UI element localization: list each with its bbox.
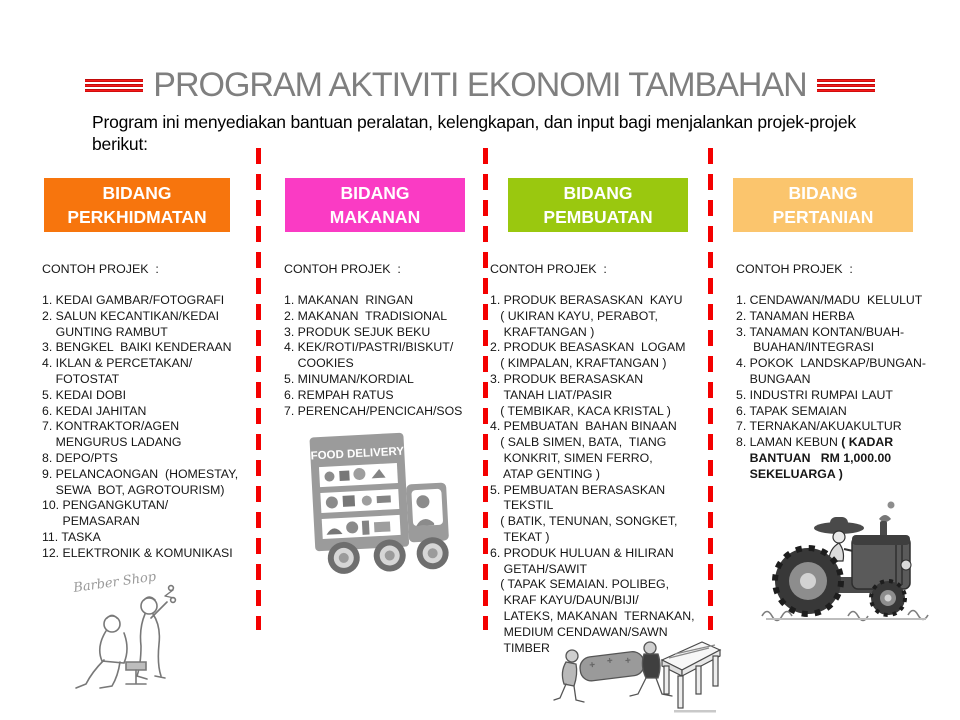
farmer-tractor-illustration — [760, 497, 938, 629]
list-item: 7. TERNAKAN/AKUAKULTUR — [736, 419, 902, 434]
list-item: 8. LAMAN KEBUN ( KADAR — [736, 435, 894, 450]
list-item: 4. IKLAN & PERCETAKAN/ — [42, 356, 193, 371]
list-item: 7. PERENCAH/PENCICAH/SOS — [284, 403, 463, 418]
header-bidang-pembuatan: BIDANG PEMBUATAN — [508, 178, 688, 232]
barber-shop-clipart — [52, 566, 210, 708]
list-item: 3. BENGKEL BAIKI KENDERAAN — [42, 340, 232, 355]
header-bidang-perkhidmatan: BIDANG PERKHIDMATAN — [44, 178, 230, 232]
list-item: 1. KEDAI GAMBAR/FOTOGRAFI — [42, 293, 225, 307]
list-item: 5. KEDAI DOBI — [42, 387, 127, 402]
food-delivery-truck-illustration — [289, 428, 467, 580]
list-item: GUNTING RAMBUT — [42, 324, 168, 339]
list-item: 10. PENGANGKUTAN/ — [42, 498, 169, 513]
list-item: 4. PEMBUATAN BAHAN BINAAN — [490, 419, 677, 434]
header-bidang-makanan: BIDANG MAKANAN — [285, 178, 465, 232]
list-item: 6. TAPAK SEMAIAN — [736, 403, 847, 418]
image-watermark — [674, 710, 716, 713]
contoh-projek-label: CONTOH PROJEK : — [284, 262, 401, 276]
header-bidang-pertanian: BIDANG PERTANIAN — [733, 178, 913, 232]
column-makanan — [284, 262, 482, 419]
farmer-tractor-clipart — [760, 497, 938, 629]
list-item: 4. KEK/ROTI/PASTRI/BISKUT/ — [284, 340, 454, 355]
list-item: 1. MAKANAN RINGAN — [284, 293, 414, 307]
list-item: 4. POKOK LANDSKAP/BUNGAN- — [736, 356, 926, 371]
contoh-projek-label: CONTOH PROJEK : — [42, 262, 159, 276]
column-pertanian — [736, 262, 954, 483]
list-item: 6. REMPAH RATUS — [284, 387, 394, 402]
list-item: KRAFTANGAN ) — [490, 324, 595, 339]
list-item: 8. DEPO/PTS — [42, 450, 118, 465]
list-item: ( KIMPALAN, KRAFTANGAN ) — [490, 356, 667, 371]
list-item: 11. TASKA — [42, 529, 101, 544]
red-lines-decoration-left — [85, 79, 143, 92]
list-item: PEMASARAN — [42, 514, 140, 529]
list-item: 6. PRODUK HULUAN & HILIRAN — [490, 545, 674, 560]
list-item: FOTOSTAT — [42, 371, 120, 386]
list-item: 5. INDUSTRI RUMPAI LAUT — [736, 387, 893, 402]
list-item: ( BATIK, TENUNAN, SONGKET, — [490, 514, 678, 529]
list-item: ( TEMBIKAR, KACA KRISTAL ) — [490, 403, 671, 418]
title-row — [0, 66, 960, 105]
furniture-movers-and-table-clipart — [550, 630, 722, 714]
list-item: 2. TANAMAN HERBA — [736, 308, 855, 323]
list-item: 7. KONTRAKTOR/AGEN — [42, 419, 180, 434]
column-pembuatan — [490, 262, 708, 656]
list-item: TEKAT ) — [490, 529, 550, 544]
food-delivery-truck-clipart — [289, 428, 467, 580]
list-item: BUAHAN/INTEGRASI — [736, 340, 875, 355]
list-item: 3. PRODUK BERASASKAN — [490, 371, 644, 386]
list-item: SEWA BOT, AGROTOURISM) — [42, 482, 225, 497]
column-divider-2 — [483, 148, 488, 630]
list-item: BUNGAAN — [736, 371, 811, 386]
list-item: COOKIES — [284, 356, 354, 371]
column-divider-3 — [708, 148, 713, 630]
project-list-pertanian — [736, 293, 954, 483]
list-item: TANAH LIAT/PASIR — [490, 387, 613, 402]
list-item: ( SALB SIMEN, BATA, TIANG — [490, 435, 667, 450]
list-item: GETAH/SAWIT — [490, 561, 588, 576]
list-item: SEKELUARGA ) — [749, 466, 843, 481]
list-item: 12. ELEKTRONIK & KOMUNIKASI — [42, 545, 233, 560]
list-item: 5. MINUMAN/KORDIAL — [284, 371, 414, 386]
slide-subtitle: Program ini menyediakan bantuan peralatan, kelengkapan, dan input bagi menjalankan projek-projek berikut: — [92, 112, 856, 154]
list-item: 3. PRODUK SEJUK BEKU — [284, 324, 431, 339]
page-title: PROGRAM AKTIVITI EKONOMI TAMBAHAN — [153, 66, 807, 104]
list-item: 9. PELANCAONGAN (HOMESTAY, — [42, 466, 239, 481]
list-item: 2. MAKANAN TRADISIONAL — [284, 308, 448, 323]
svg-text:FOOD DELIVERY: FOOD DELIVERY — [310, 445, 405, 463]
list-item: LATEKS, MAKANAN TERNAKAN, — [490, 608, 695, 623]
list-item: ( TAPAK SEMAIAN. POLIBEG, — [490, 577, 670, 592]
list-item: 1. PRODUK BERASASKAN KAYU — [490, 293, 683, 307]
list-item: KONKRIT, SIMEN FERRO, — [490, 450, 653, 465]
list-item: MENGURUS LADANG — [42, 435, 182, 450]
column-perkhidmatan — [42, 262, 258, 562]
list-item: KRAF KAYU/DAUN/BIJI/ — [490, 593, 639, 608]
project-list-perkhidmatan — [42, 293, 258, 562]
list-item: 1. CENDAWAN/MADU KELULUT — [736, 293, 923, 307]
project-list-makanan — [284, 293, 482, 419]
list-item: 3. TANAMAN KONTAN/BUAH- — [736, 324, 905, 339]
list-item: 5. PEMBUATAN BERASASKAN — [490, 482, 666, 497]
project-list-pembuatan — [490, 293, 708, 656]
list-item: ( UKIRAN KAYU, PERABOT, — [490, 308, 658, 323]
list-item: TEKSTIL — [490, 498, 554, 513]
red-lines-decoration-right — [817, 79, 875, 92]
list-item: BANTUAN RM 1,000.00 — [749, 450, 892, 465]
list-item: 2. PRODUK BEASASKAN LOGAM — [490, 340, 686, 355]
list-item: ATAP GENTING ) — [490, 466, 601, 481]
contoh-projek-label: CONTOH PROJEK : — [490, 262, 607, 276]
barber-shop-illustration — [52, 566, 210, 708]
list-item: 6. KEDAI JAHITAN — [42, 403, 147, 418]
list-item: MEDIUM CENDAWAN/SAWN — [490, 624, 668, 639]
list-item: 2. SALUN KECANTIKAN/KEDAI — [42, 308, 219, 323]
furniture-movers-illustration — [550, 630, 722, 714]
svg-text:Barber Shop: Barber Shop — [72, 569, 158, 596]
contoh-projek-label: CONTOH PROJEK : — [736, 262, 853, 276]
list-item: TIMBER — [490, 640, 550, 655]
